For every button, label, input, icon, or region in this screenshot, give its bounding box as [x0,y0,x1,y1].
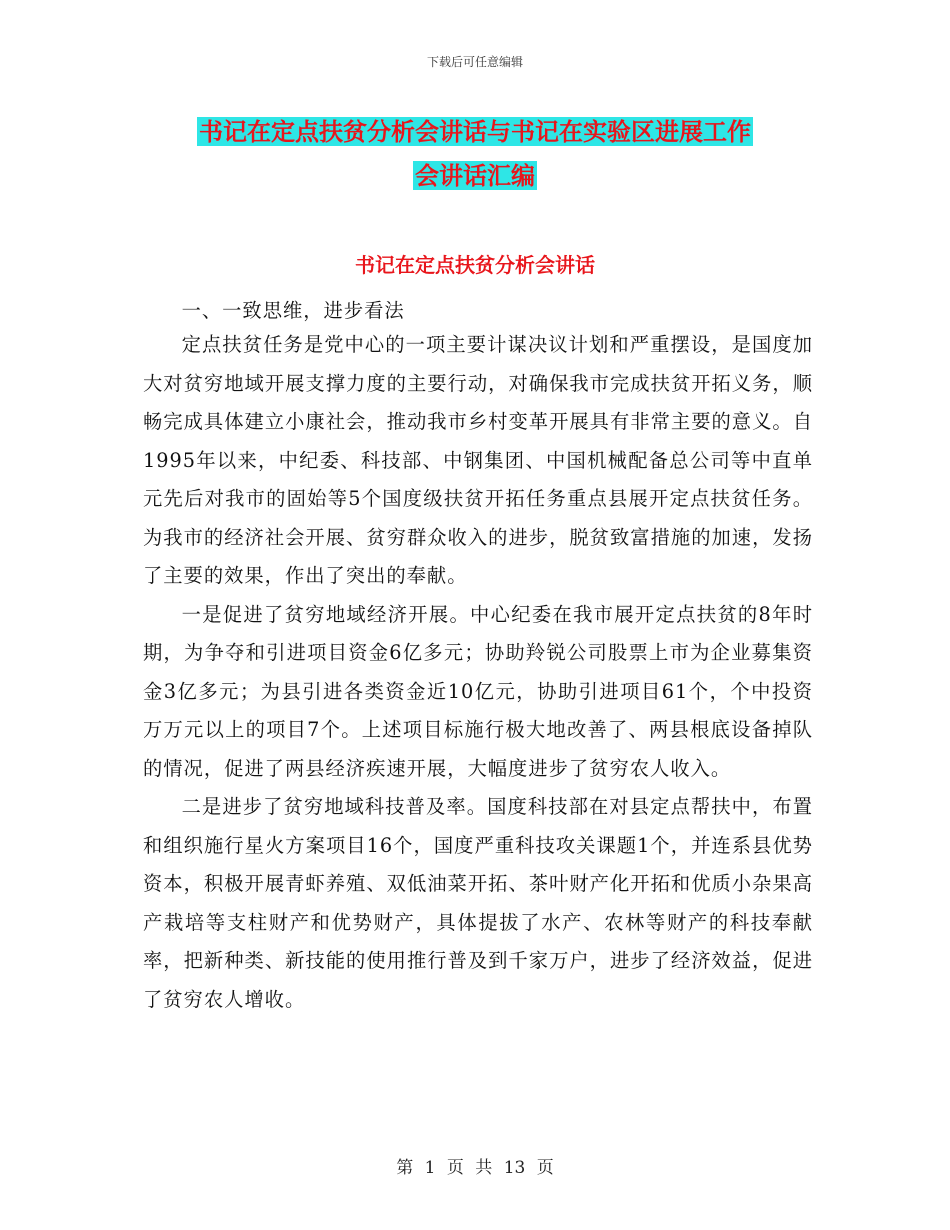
paragraph: 一是促进了贫穷地域经济开展。中心纪委在我市展开定点扶贫的8年时期，为争夺和引进项目资金6亿多元；协助羚锐公司股票上市为企业募集资金3亿多元；为县引进各类资金近10亿元，协助引进项目61个，个中投资万万元以上的项目7个。上述项目标施行极大地改善了、两县根底设备掉队的情况，促进了两县经济疾速开展，大幅度进步了贫穷农人收入。 [143,602,813,780]
section-heading: 一、一致思维，进步看法 [181,299,405,322]
document-title [0,110,950,198]
document-title-line-1: 书记在定点扶贫分析会讲话与书记在实验区进展工作 [199,117,751,146]
page-footer: 第 1 页 共 13 页 [396,1158,554,1178]
document-body [143,295,813,1019]
header-note: 下载后可任意编辑 [426,55,523,69]
document-title-line-2: 会讲话汇编 [415,161,535,190]
paragraph: 定点扶贫任务是党中心的一项主要计谋决议计划和严重摆设，是国度加大对贫穷地域开展支撑力度的主要行动，对确保我市完成扶贫开拓义务，顺畅完成具体建立小康社会，推动我市乡村变革开展具有非常主要的意义。自1995年以来，中纪委、科技部、中钢集团、中国机械配备总公司等中直单元先后对我市的固始等5个国度级扶贫开拓任务重点县展开定点扶贫任务。为我市的经济社会开展、贫穷群众收入的进步，脱贫致富措施的加速，发扬了主要的效果，作出了突出的奉献。 [143,333,813,587]
section-title: 书记在定点扶贫分析会讲话 [355,253,595,277]
paragraph: 二是进步了贫穷地域科技普及率。国度科技部在对县定点帮扶中，布置和组织施行星火方案项目16个，国度严重科技攻关课题1个，并连系县优势资本，积极开展青虾养殖、双低油菜开拓、茶叶财产化开拓和优质小杂果高产栽培等支柱财产和优势财产，具体提拔了水产、农林等财产的科技奉献率，把新种类、新技能的使用推行普及到千家万户，进步了经济效益，促进了贫穷农人增收。 [143,795,813,1011]
